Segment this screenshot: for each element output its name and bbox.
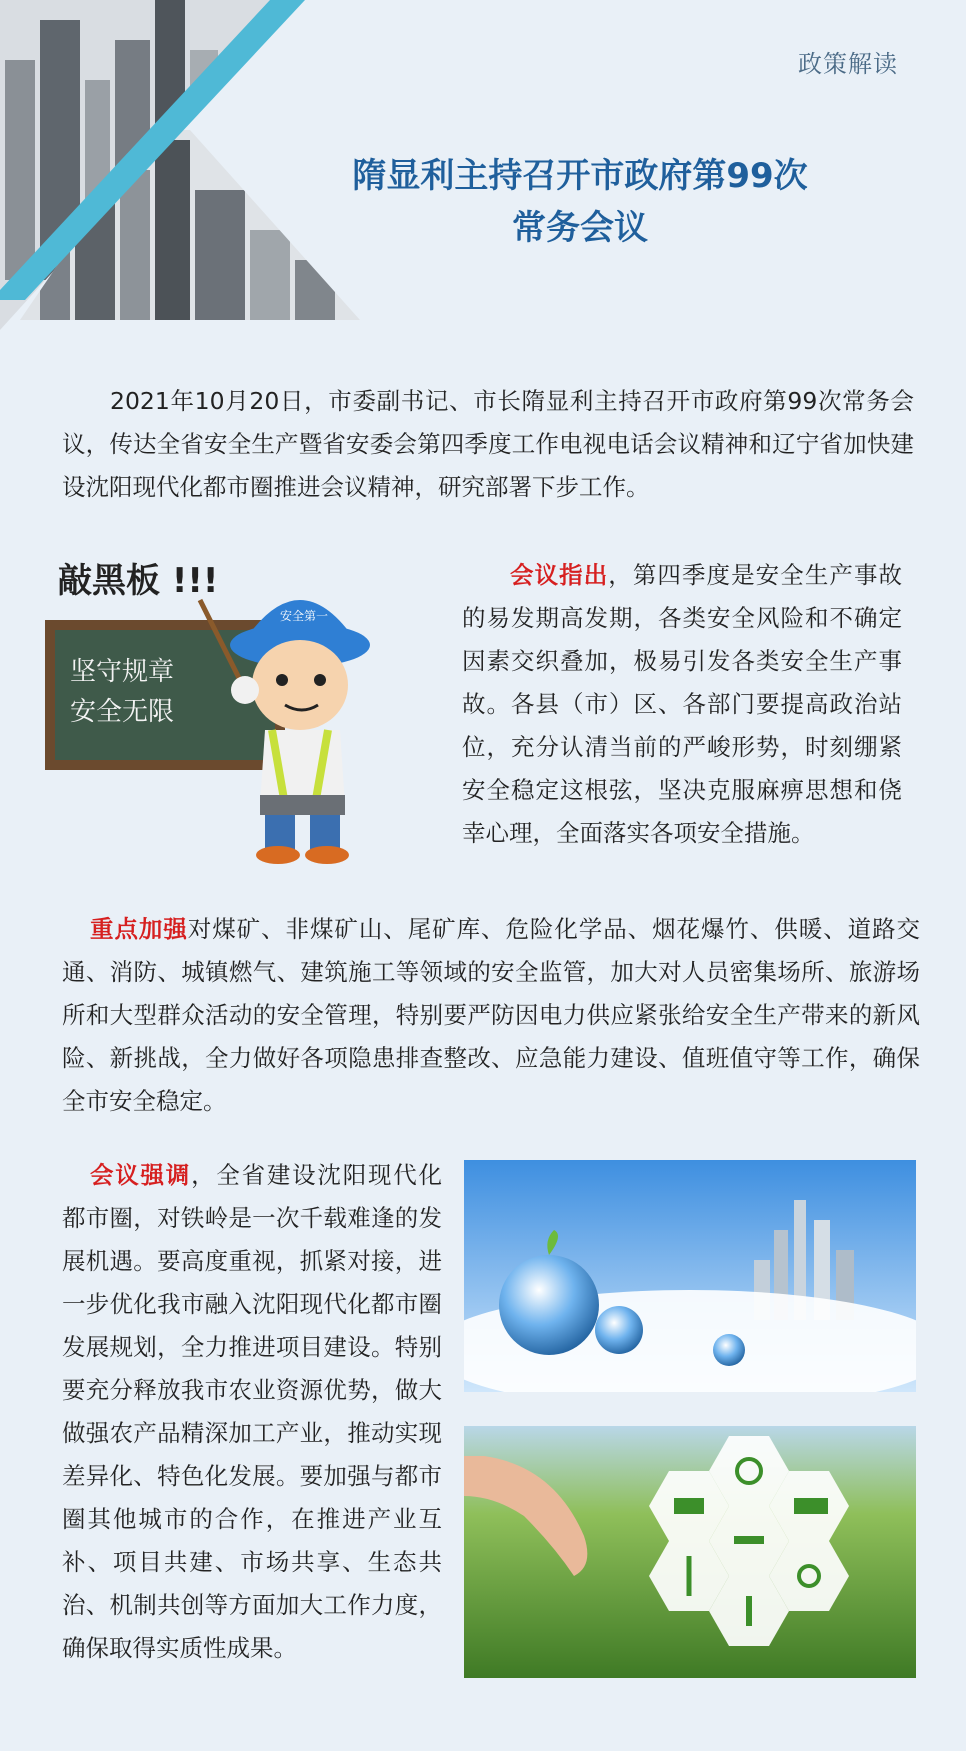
point-paragraph-3 (62, 1154, 442, 1670)
section-tag: 政策解读 (798, 50, 898, 78)
intro-paragraph: 2021年10月20日，市委副书记、市长隋显利主持召开市政府第99次常务会议，传达全省安全生产暨省安委会第四季度工作电视电话会议精神和辽宁省加快建设沈阳现代化都市圈推进会议精神，研究部署下步工作。 (62, 387, 914, 501)
keyword-highlight: 重点加强 (90, 915, 188, 943)
board-line-2: 安全无限 (70, 697, 175, 727)
title-line-2: 常务会议 (512, 208, 648, 248)
point-paragraph-1 (462, 554, 902, 855)
smart-agriculture-photo (464, 1426, 916, 1678)
point-paragraph-2 (62, 908, 920, 1123)
illustration-caption: 敲黑板 !!! (58, 561, 219, 601)
helmet-text: 安全第一 (280, 609, 329, 623)
paragraph-body: 对煤矿、非煤矿山、尾矿库、危险化学品、烟花爆竹、供暖、道路交通、消防、城镇燃气、建筑施工等领域的安全监管，加大对人员密集场所、旅游场所和大型群众活动的安全管理，特别要严防因电力供应紧张给安全生产带来的新风险、新挑战，全力做好各项隐患排查整改、应急能力建设、值班值守等工作，确保全市安全稳定。 (62, 915, 921, 1115)
title-line-1: 隋显利主持召开市政府第99次 (352, 156, 808, 196)
page-title (300, 150, 860, 254)
city-globe-photo (464, 1160, 916, 1392)
safety-blackboard-illustration (40, 540, 430, 870)
paragraph-body: ，全省建设沈阳现代化都市圈，对铁岭是一次千载难逢的发展机遇。要高度重视，抓紧对接，进一步优化我市融入沈阳现代化都市圈发展规划，全力推进项目建设。特别要充分释放我市农业资源优势，做大做强农产品精深加工产业，推动实现差异化、特色化发展。要加强与都市圈其他城市的合作，在推进产业互补、项目共建、市场共享、生态共治、机制共创等方面加大工作力度，确保取得实质性成果。 (62, 1161, 443, 1662)
paragraph-body: ，第四季度是安全生产事故的易发期高发期，各类安全风险和不确定因素交织叠加，极易引发各类安全生产事故。各县（市）区、各部门要提高政治站位，充分认清当前的严峻形势，时刻绷紧安全稳定这根弦，坚决克服麻痹思想和侥幸心理，全面落实各项安全措施。 (462, 561, 903, 847)
keyword-highlight: 会议指出 (510, 561, 609, 589)
keyword-highlight: 会议强调 (90, 1161, 192, 1189)
board-line-1: 坚守规章 (70, 657, 175, 687)
